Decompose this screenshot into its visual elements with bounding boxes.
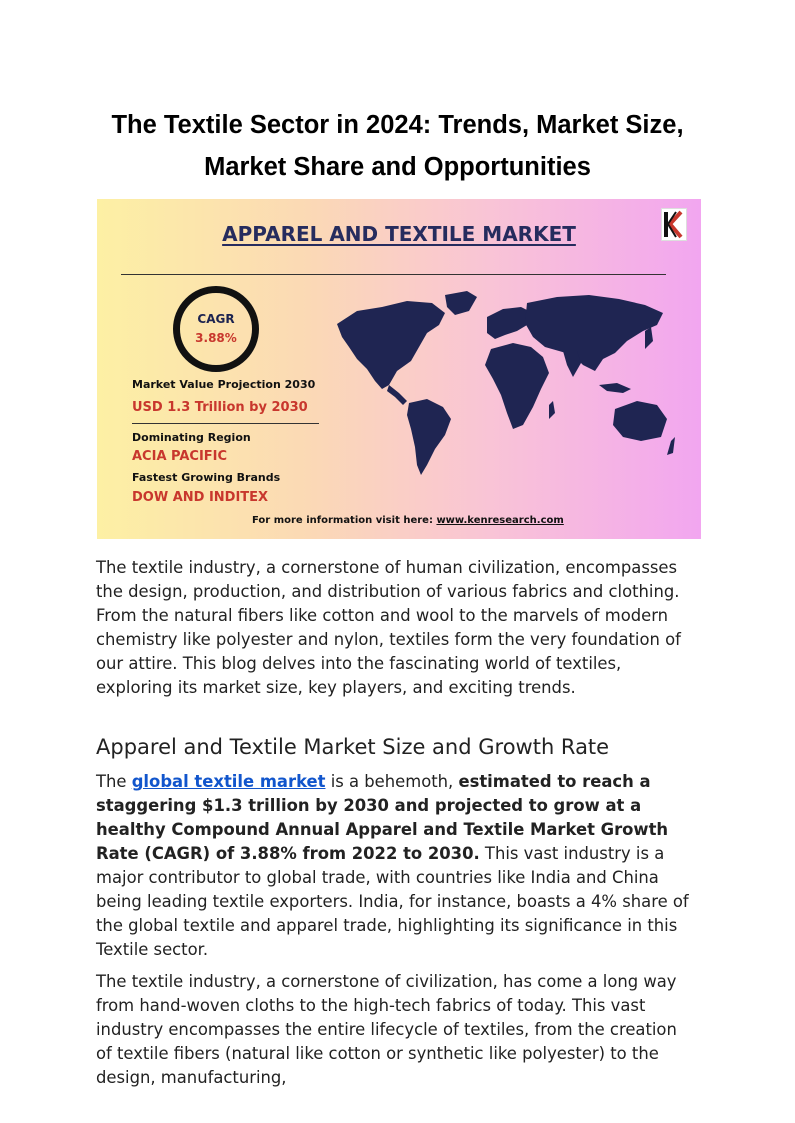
world-map-graphic	[327, 289, 677, 479]
market-size-paragraph	[96, 770, 696, 962]
banner-divider	[121, 274, 666, 275]
banner-heading: APPAREL AND TEXTILE MARKET	[222, 222, 576, 246]
ken-research-logo-icon	[661, 208, 687, 241]
para2-lead: The	[96, 772, 132, 791]
region-label: Dominating Region	[132, 431, 251, 444]
para2-tail: This vast industry is a major contributor to global trade, with countries like India and China being leading textile exporters. India, for instance, boasts a 4% share of the global textile and apparel trade, highlighting its significance in this Textile sector.	[96, 844, 689, 959]
lifecycle-paragraph: The textile industry, a cornerstone of civilization, has come a long way from hand-woven cloths to the high-tech fabrics of today. This vast industry encompasses the entire lifecycle of textiles, from the creation of textile fibers (natural like cotton or synthetic like polyester) to the design, manufacturing,	[96, 972, 677, 1087]
more-info-url[interactable]: www.kenresearch.com	[436, 515, 564, 526]
page-title	[60, 104, 735, 188]
title-line-2: Market Share and Opportunities	[204, 153, 591, 181]
para2-bold-statement: estimated to reach a staggering $1.3 trillion by 2030 and projected to grow at a healthy Compound Annual Apparel and Textile Market Growth Rate (CAGR) of 3.88% from 2022 to 2030.	[96, 772, 669, 863]
region-value: ACIA PACIFIC	[132, 449, 228, 464]
cagr-value: 3.88%	[195, 331, 237, 345]
section-heading: Apparel and Textile Market Size and Growth Rate	[96, 735, 610, 759]
more-info-line	[252, 515, 564, 526]
para2-mid: is a behemoth,	[325, 772, 459, 791]
projection-label: Market Value Projection 2030	[132, 378, 316, 391]
intro-paragraph: The textile industry, a cornerstone of human civilization, encompasses the design, production, and distribution of various fabrics and clothing. From the natural fibers like cotton and wool to the marvels of modern chemistry like polyester and nylon, textiles form the very foundation of our attire. This blog delves into the fascinating world of textiles, exploring its market size, key players, and exciting trends.	[96, 558, 681, 697]
brands-value: DOW AND INDITEX	[132, 490, 269, 505]
global-textile-market-link[interactable]: global textile market	[131, 772, 326, 791]
projection-value: USD 1.3 Trillion by 2030	[132, 400, 308, 415]
cagr-ring	[173, 286, 259, 372]
more-info-text: For more information visit here:	[252, 515, 437, 526]
stats-divider	[132, 423, 319, 424]
brands-label: Fastest Growing Brands	[132, 471, 281, 484]
title-line-1: The Textile Sector in 2024: Trends, Market Size,	[111, 111, 684, 139]
cagr-label: CAGR	[197, 312, 235, 326]
infographic-banner	[97, 199, 701, 539]
